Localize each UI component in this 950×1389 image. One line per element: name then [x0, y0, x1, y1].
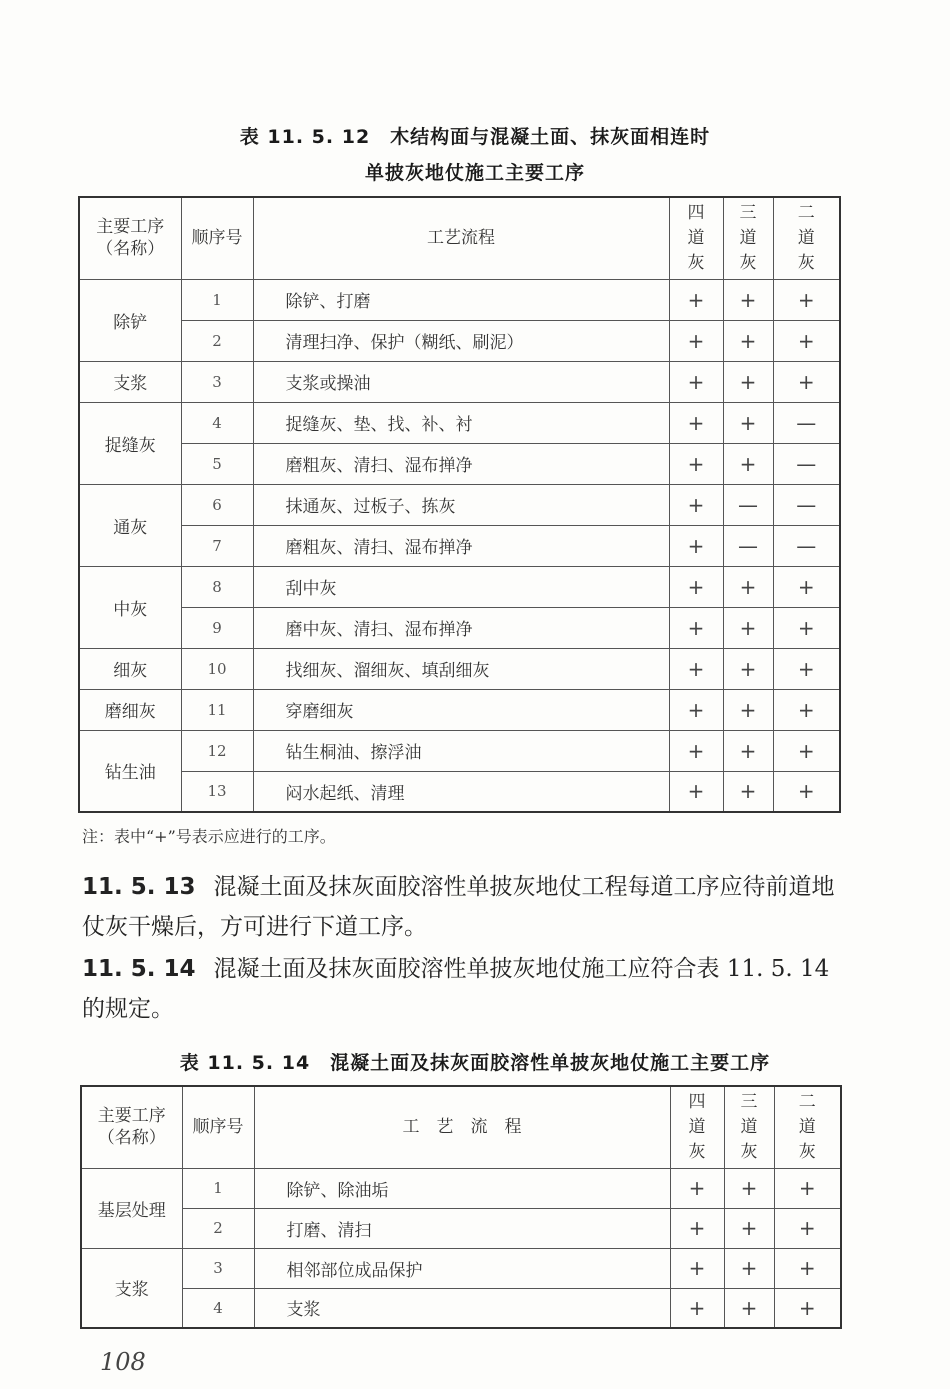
seq-cell: 9: [181, 607, 253, 648]
table-row: [79, 771, 840, 812]
seq-cell: 2: [181, 320, 253, 361]
flow-cell: 相邻部位成品保护: [254, 1248, 670, 1288]
table2-process-table: [80, 1085, 842, 1329]
process-name-cell: 中灰: [79, 566, 181, 648]
four-coat-mark: +: [669, 525, 723, 566]
flow-cell: 闷水起纸、清理: [253, 771, 669, 812]
seq-cell: 2: [182, 1208, 254, 1248]
two-coat-mark: —: [773, 402, 840, 443]
three-coat-mark: +: [723, 320, 773, 361]
four-coat-mark: +: [669, 279, 723, 320]
three-coat-mark: +: [723, 689, 773, 730]
table1-header-row: [79, 197, 840, 279]
two-coat-mark: +: [773, 730, 840, 771]
process-name-cell: 钻生油: [79, 730, 181, 812]
header-four-coats: 四 道 灰: [670, 1086, 724, 1168]
flow-cell: 清理扫净、保护（糊纸、刷泥）: [253, 320, 669, 361]
four-coat-mark: +: [669, 648, 723, 689]
three-coat-mark: +: [723, 361, 773, 402]
two-coat-mark: —: [773, 443, 840, 484]
three-coat-mark: +: [723, 771, 773, 812]
table1-caption-line2: 单披灰地仗施工主要工序: [364, 162, 585, 184]
four-coat-mark: +: [670, 1248, 724, 1288]
table-row: [79, 320, 840, 361]
table1-process-table: [78, 196, 841, 813]
flow-cell: 穿磨细灰: [253, 689, 669, 730]
seq-cell: 7: [181, 525, 253, 566]
two-coat-mark: —: [773, 525, 840, 566]
seq-cell: 13: [181, 771, 253, 812]
table-row: [79, 648, 840, 689]
four-coat-mark: +: [669, 320, 723, 361]
page-number: 108: [100, 1348, 146, 1376]
table-row: [81, 1248, 841, 1288]
clause-number: 11. 5. 13: [82, 874, 196, 900]
flow-cell: 磨粗灰、清扫、湿布掸净: [253, 443, 669, 484]
process-name-cell: 基层处理: [81, 1168, 182, 1248]
three-coat-mark: —: [723, 484, 773, 525]
two-coat-mark: +: [773, 279, 840, 320]
table-row: [79, 730, 840, 771]
header-flow: 工艺流程: [253, 197, 669, 279]
three-coat-mark: +: [723, 402, 773, 443]
three-coat-mark: +: [723, 443, 773, 484]
flow-cell: 钻生桐油、擦浮油: [253, 730, 669, 771]
table-row: [79, 443, 840, 484]
flow-cell: 支浆或操油: [253, 361, 669, 402]
three-coat-mark: +: [723, 566, 773, 607]
two-coat-mark: —: [773, 484, 840, 525]
flow-cell: 找细灰、溜细灰、填刮细灰: [253, 648, 669, 689]
flow-cell: 磨粗灰、清扫、湿布掸净: [253, 525, 669, 566]
three-coat-mark: +: [724, 1208, 774, 1248]
table-row: [79, 566, 840, 607]
clause-11-5-13: [82, 867, 852, 947]
table-row: [79, 607, 840, 648]
two-coat-mark: +: [774, 1288, 841, 1328]
seq-cell: 6: [181, 484, 253, 525]
four-coat-mark: +: [670, 1208, 724, 1248]
header-flow: 工 艺 流 程: [254, 1086, 670, 1168]
four-coat-mark: +: [670, 1288, 724, 1328]
seq-cell: 10: [181, 648, 253, 689]
clause-text: 混凝土面及抹灰面胶溶性单披灰地仗工程每道工序应待前道地仗灰干燥后，方可进行下道工序。: [82, 874, 835, 940]
table-row: [81, 1208, 841, 1248]
two-coat-mark: +: [774, 1248, 841, 1288]
table-row: [79, 402, 840, 443]
four-coat-mark: +: [669, 771, 723, 812]
header-process: 主要工序 （名称）: [81, 1086, 182, 1168]
three-coat-mark: +: [723, 607, 773, 648]
four-coat-mark: +: [669, 566, 723, 607]
four-coat-mark: +: [670, 1168, 724, 1208]
flow-cell: 捉缝灰、垫、找、补、衬: [253, 402, 669, 443]
three-coat-mark: +: [723, 279, 773, 320]
header-seq: 顺序号: [182, 1086, 254, 1168]
two-coat-mark: +: [773, 607, 840, 648]
seq-cell: 4: [181, 402, 253, 443]
four-coat-mark: +: [669, 402, 723, 443]
table1-caption-line1: 表 11. 5. 12 木结构面与混凝土面、抹灰面相连时: [239, 126, 711, 148]
four-coat-mark: +: [669, 689, 723, 730]
table2-header-row: [81, 1086, 841, 1168]
two-coat-mark: +: [773, 648, 840, 689]
three-coat-mark: +: [724, 1248, 774, 1288]
process-name-cell: 支浆: [81, 1248, 182, 1328]
two-coat-mark: +: [773, 771, 840, 812]
seq-cell: 3: [181, 361, 253, 402]
clause-number: 11. 5. 14: [82, 956, 196, 982]
three-coat-mark: +: [724, 1288, 774, 1328]
four-coat-mark: +: [669, 484, 723, 525]
seq-cell: 4: [182, 1288, 254, 1328]
three-coat-mark: +: [724, 1168, 774, 1208]
flow-cell: 除铲、除油垢: [254, 1168, 670, 1208]
process-name-cell: 捉缝灰: [79, 402, 181, 484]
table-row: [79, 279, 840, 320]
process-name-cell: 细灰: [79, 648, 181, 689]
header-four-coats: 四 道 灰: [669, 197, 723, 279]
seq-cell: 5: [181, 443, 253, 484]
clause-11-5-14: [82, 949, 852, 1029]
table1-note: 注：表中“+”号表示应进行的工序。: [82, 827, 336, 846]
process-name-cell: 除铲: [79, 279, 181, 361]
table-row: [79, 361, 840, 402]
flow-cell: 支浆: [254, 1288, 670, 1328]
header-two-coats: 二 道 灰: [774, 1086, 841, 1168]
seq-cell: 12: [181, 730, 253, 771]
table-row: [79, 525, 840, 566]
three-coat-mark: —: [723, 525, 773, 566]
two-coat-mark: +: [773, 320, 840, 361]
process-name-cell: 通灰: [79, 484, 181, 566]
two-coat-mark: +: [773, 361, 840, 402]
seq-cell: 8: [181, 566, 253, 607]
header-process: 主要工序 （名称）: [79, 197, 181, 279]
seq-cell: 11: [181, 689, 253, 730]
seq-cell: 3: [182, 1248, 254, 1288]
process-name-cell: 支浆: [79, 361, 181, 402]
three-coat-mark: +: [723, 730, 773, 771]
seq-cell: 1: [182, 1168, 254, 1208]
table-row: [79, 689, 840, 730]
two-coat-mark: +: [773, 689, 840, 730]
seq-cell: 1: [181, 279, 253, 320]
clause-text: 混凝土面及抹灰面胶溶性单披灰地仗施工应符合表 11. 5. 14 的规定。: [82, 956, 830, 1022]
two-coat-mark: +: [774, 1168, 841, 1208]
four-coat-mark: +: [669, 730, 723, 771]
header-seq: 顺序号: [181, 197, 253, 279]
four-coat-mark: +: [669, 361, 723, 402]
table-row: [81, 1288, 841, 1328]
flow-cell: 刮中灰: [253, 566, 669, 607]
four-coat-mark: +: [669, 443, 723, 484]
flow-cell: 打磨、清扫: [254, 1208, 670, 1248]
flow-cell: 磨中灰、清扫、湿布掸净: [253, 607, 669, 648]
two-coat-mark: +: [774, 1208, 841, 1248]
table-row: [81, 1168, 841, 1208]
process-name-cell: 磨细灰: [79, 689, 181, 730]
flow-cell: 抹通灰、过板子、拣灰: [253, 484, 669, 525]
header-three-coats: 三 道 灰: [724, 1086, 774, 1168]
header-three-coats: 三 道 灰: [723, 197, 773, 279]
table-row: [79, 484, 840, 525]
table2-caption: 表 11. 5. 14 混凝土面及抹灰面胶溶性单披灰地仗施工主要工序: [179, 1052, 771, 1074]
four-coat-mark: +: [669, 607, 723, 648]
flow-cell: 除铲、打磨: [253, 279, 669, 320]
header-two-coats: 二 道 灰: [773, 197, 840, 279]
two-coat-mark: +: [773, 566, 840, 607]
three-coat-mark: +: [723, 648, 773, 689]
